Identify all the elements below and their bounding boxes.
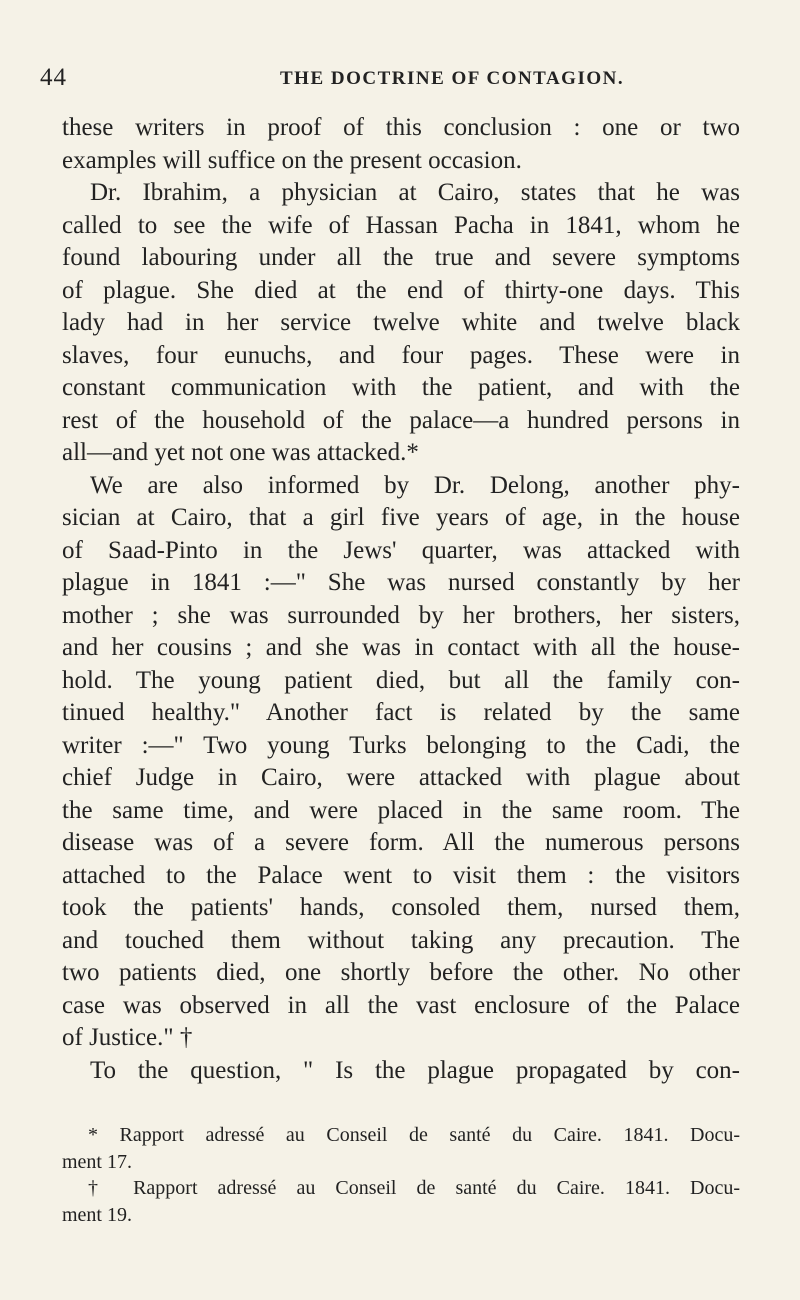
text-line: disease was of a severe form. All the numerous persons	[62, 829, 740, 856]
text-line: Dr. Ibrahim, a physician at Cairo, states that he was	[90, 179, 740, 206]
text-line: slaves, four eunuchs, and four pages. These were in	[62, 341, 740, 369]
text-line: writer :—" Two young Turks belonging to the Cadi, the	[62, 731, 740, 759]
text-line: constant communication with the patient, and with the	[62, 374, 740, 401]
footnote-line: ment 17.	[62, 1150, 132, 1173]
text-line: called to see the wife of Hassan Pacha in 1841, whom he	[62, 211, 740, 239]
text-line: sician at Cairo, that a girl five years of age, in the house	[62, 504, 740, 531]
text-line: rest of the household of the palace—a hundred persons in	[62, 406, 740, 434]
footnote-line: ment 19.	[62, 1203, 132, 1226]
body-text	[62, 112, 740, 1087]
text-line: attached to the Palace went to visit them : the visitors	[62, 861, 740, 889]
text-line: tinued healthy." Another fact is related by the same	[62, 699, 740, 726]
running-head: THE DOCTRINE OF CONTAGION.	[280, 68, 625, 89]
text-line: To the question, " Is the plague propagated by con-	[90, 1056, 740, 1084]
footnotes	[62, 1122, 740, 1228]
text-line: took the patients' hands, consoled them, nursed them,	[62, 894, 740, 921]
text-line: hold. The young patient died, but all the family con-	[62, 666, 740, 694]
text-line: the same time, and were placed in the same room. The	[62, 796, 740, 824]
text-line: plague in 1841 :—" She was nursed constantly by her	[62, 569, 740, 596]
text-line: of Saad-Pinto in the Jews' quarter, was attacked with	[62, 536, 740, 564]
text-line: and touched them without taking any precaution. The	[62, 926, 740, 954]
text-line: We are also informed by Dr. Delong, another phy-	[90, 471, 740, 499]
footnote-line: † Rapport adressé au Conseil de santé du Caire. 1841. Docu-	[88, 1177, 740, 1199]
text-line: mother ; she was surrounded by her brothers, her sisters,	[62, 601, 740, 629]
text-line: found labouring under all the true and severe symptoms	[62, 244, 740, 271]
text-line: these writers in proof of this conclusion : one or two	[62, 114, 740, 141]
footnote-line: * Rapport adressé au Conseil de santé du Caire. 1841. Docu-	[88, 1124, 740, 1146]
text-line: examples will suffice on the present occasion.	[62, 146, 522, 174]
text-line: all—and yet not one was attacked.*	[62, 439, 419, 466]
text-line: and her cousins ; and she was in contact with all the house-	[62, 634, 740, 661]
text-line: case was observed in all the vast enclosure of the Palace	[62, 991, 740, 1019]
text-line: two patients died, one shortly before the other. No other	[62, 959, 740, 986]
text-line: of plague. She died at the end of thirty-one days. This	[62, 276, 740, 304]
text-line: of Justice." †	[62, 1024, 193, 1051]
text-line: lady had in her service twelve white and twelve black	[62, 309, 740, 336]
page-number: 44	[40, 64, 67, 91]
page-header	[40, 58, 760, 94]
text-line: chief Judge in Cairo, were attacked with plague about	[62, 764, 740, 791]
